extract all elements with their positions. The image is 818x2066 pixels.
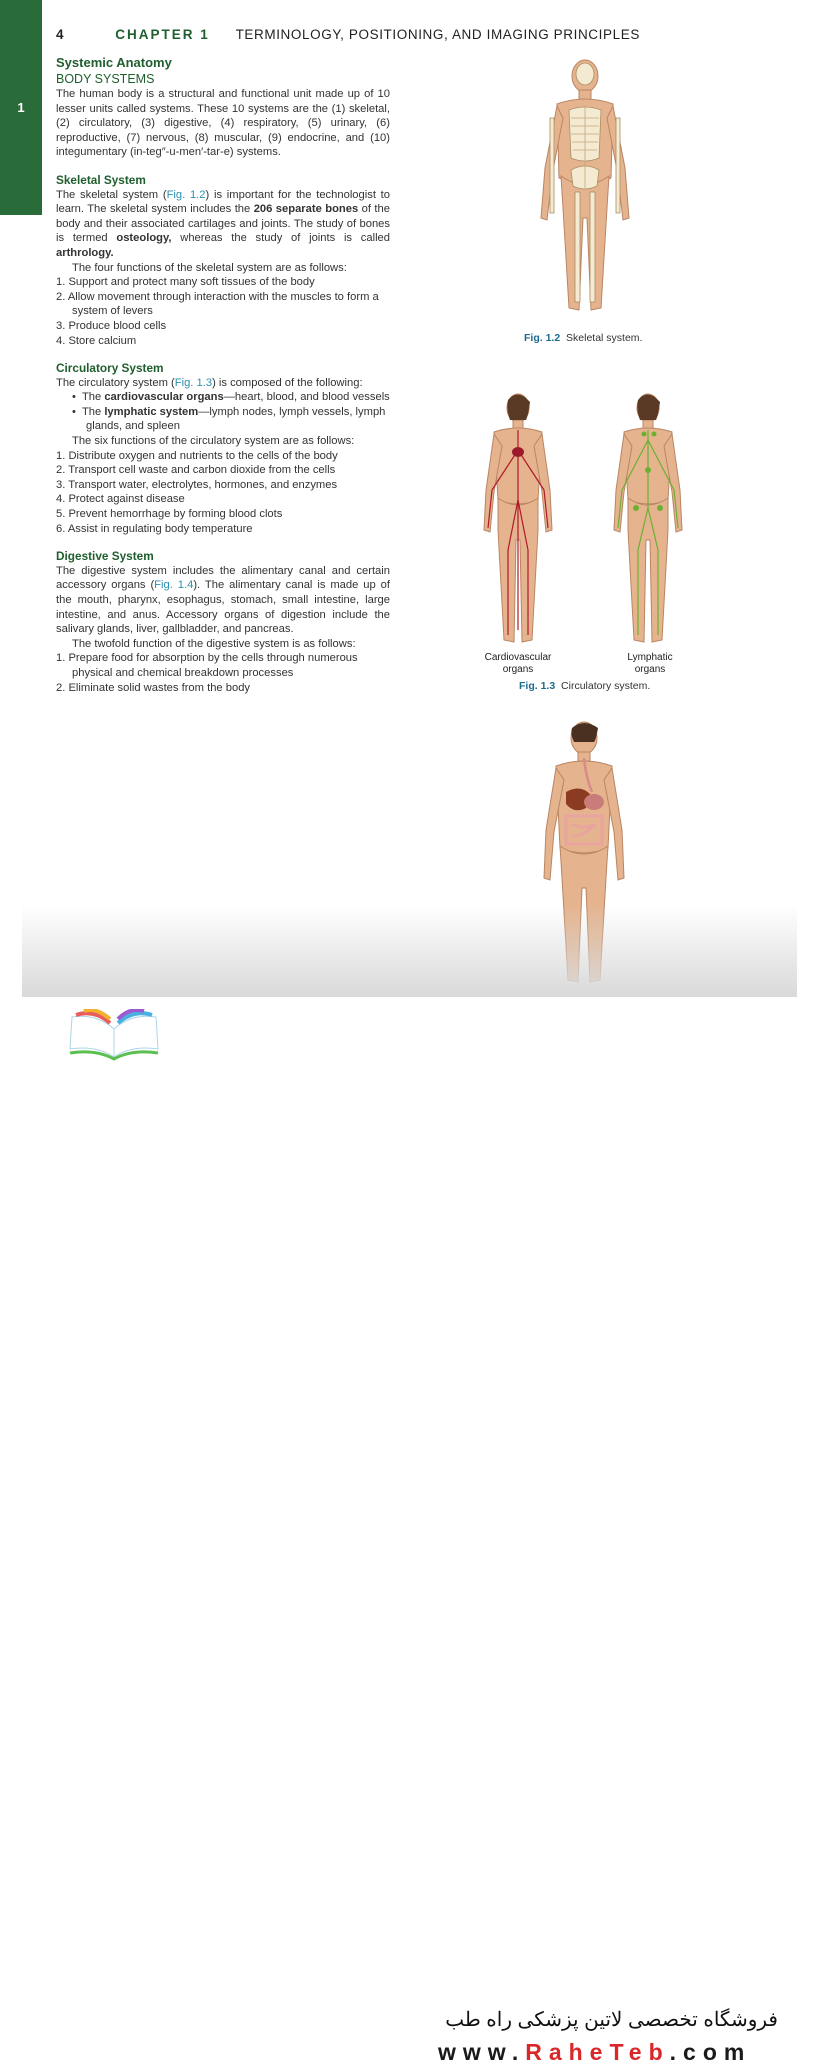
- chapter-label: CHAPTER 1: [115, 27, 210, 42]
- lymphatic-organs-illustration: [608, 390, 688, 650]
- list-item: 2. Eliminate solid wastes from the body: [56, 681, 251, 694]
- digestive-heading: Digestive System: [56, 549, 154, 564]
- skeletal-functions-list: [56, 275, 390, 348]
- fig-1-4-link[interactable]: Fig. 1.4: [154, 579, 194, 592]
- cardiovascular-label: Cardiovascular organs: [484, 652, 552, 675]
- digestive-functions-intro: The twofold function of the digestive system is as follows:: [72, 637, 356, 650]
- list-item: 6. Assist in regulating body temperature: [56, 522, 253, 535]
- list-item: 4. Store calcium: [56, 334, 137, 347]
- skeletal-system-illustration: [535, 58, 635, 328]
- digestive-functions-list: [56, 651, 390, 695]
- list-item: • The cardiovascular organs—heart, blood, and blood vessels: [72, 391, 390, 404]
- digestive-paragraph: The digestive system includes the alimentary canal and certain accessory organs (Fig. 1.4). The alimentary canal is made up of the mouth, pharynx, esophagus, stomach, small intestine, large intestine, and anus. Accessory organs of digestion include the salivary glands, liver, gallbladder, and pancreas.: [56, 564, 391, 636]
- list-item: • The lymphatic system—lymph nodes, lymph vessels, lymph glands, and spleen: [72, 405, 386, 433]
- list-item: 3. Produce blood cells: [56, 319, 167, 332]
- skeletal-paragraph: The skeletal system (Fig. 1.2) is important for the technologist to learn. The skeletal system includes the 206 separate bones of the body and their associated cartilages and joints. The study of bones is termed osteology, whereas the study of joints is called arthrology.: [56, 188, 390, 259]
- fig-1-3-caption: Fig. 1.3 Circulatory system.: [519, 680, 651, 692]
- chapter-title: TERMINOLOGY, POSITIONING, AND IMAGING PRINCIPLES: [235, 27, 640, 42]
- list-item: 3. Transport water, electrolytes, hormones, and enzymes: [56, 478, 338, 491]
- book-logo-icon: [66, 1009, 162, 1061]
- side-tab-number: 1: [17, 100, 25, 115]
- fig-1-2-link[interactable]: Fig. 1.2: [166, 188, 206, 201]
- list-item: 2. Transport cell waste and carbon dioxide from the cells: [56, 464, 336, 477]
- list-item: 1. Prepare food for absorption by the cells through numerous physical and chemical breakdown processes: [56, 652, 358, 679]
- skeletal-functions-intro: The four functions of the skeletal system are as follows:: [72, 261, 347, 274]
- circulatory-functions-intro: The six functions of the circulatory system are as follows:: [72, 435, 355, 448]
- list-item: 4. Protect against disease: [56, 493, 185, 506]
- lymphatic-label: Lymphatic organs: [627, 652, 673, 675]
- list-item: 2. Allow movement through interaction with the muscles to form a system of levers: [56, 290, 379, 318]
- list-item: 1. Distribute oxygen and nutrients to the cells of the body: [56, 449, 338, 462]
- chapter-side-tab: [0, 0, 42, 215]
- watermark-banner: [0, 997, 818, 2065]
- text-column: [56, 55, 390, 695]
- section-subheading: BODY SYSTEMS: [56, 72, 155, 86]
- cardiovascular-organs-illustration: [478, 390, 558, 650]
- circulatory-components-list: [56, 390, 390, 434]
- section-heading: Systemic Anatomy: [56, 55, 172, 70]
- circulatory-functions-list: [56, 449, 390, 537]
- fig-1-2-caption: Fig. 1.2 Skeletal system.: [524, 332, 643, 344]
- skeletal-heading: Skeletal System: [56, 172, 146, 187]
- fig-1-3-link[interactable]: Fig. 1.3: [174, 376, 213, 389]
- store-url[interactable]: www.RaheTeb.com: [438, 2039, 752, 2065]
- bottom-fade-overlay: [22, 905, 797, 997]
- intro-paragraph: The human body is a structural and functional unit made up of 10 lesser units called systems. These 10 systems are the (1) skeletal, (2) circulatory, (3) digestive, (4) respiratory, (5) urinary, (6) reproductive, (7) nervous, (8) muscular, (9) endocrine, and (10) integumentary (in-teg″-u-men′-tar-e) systems.: [56, 88, 390, 159]
- page-header: [56, 27, 776, 47]
- circulatory-paragraph: The circulatory system (Fig. 1.3) is composed of the following:: [56, 376, 363, 389]
- page-number: 4: [56, 27, 64, 42]
- circulatory-heading: Circulatory System: [56, 361, 164, 376]
- list-item: 1. Support and protect many soft tissues of the body: [56, 276, 315, 289]
- list-item: 5. Prevent hemorrhage by forming blood clots: [56, 508, 283, 521]
- store-name-arabic: فروشگاه تخصصی لاتین پزشکی راه طب: [445, 2009, 778, 2031]
